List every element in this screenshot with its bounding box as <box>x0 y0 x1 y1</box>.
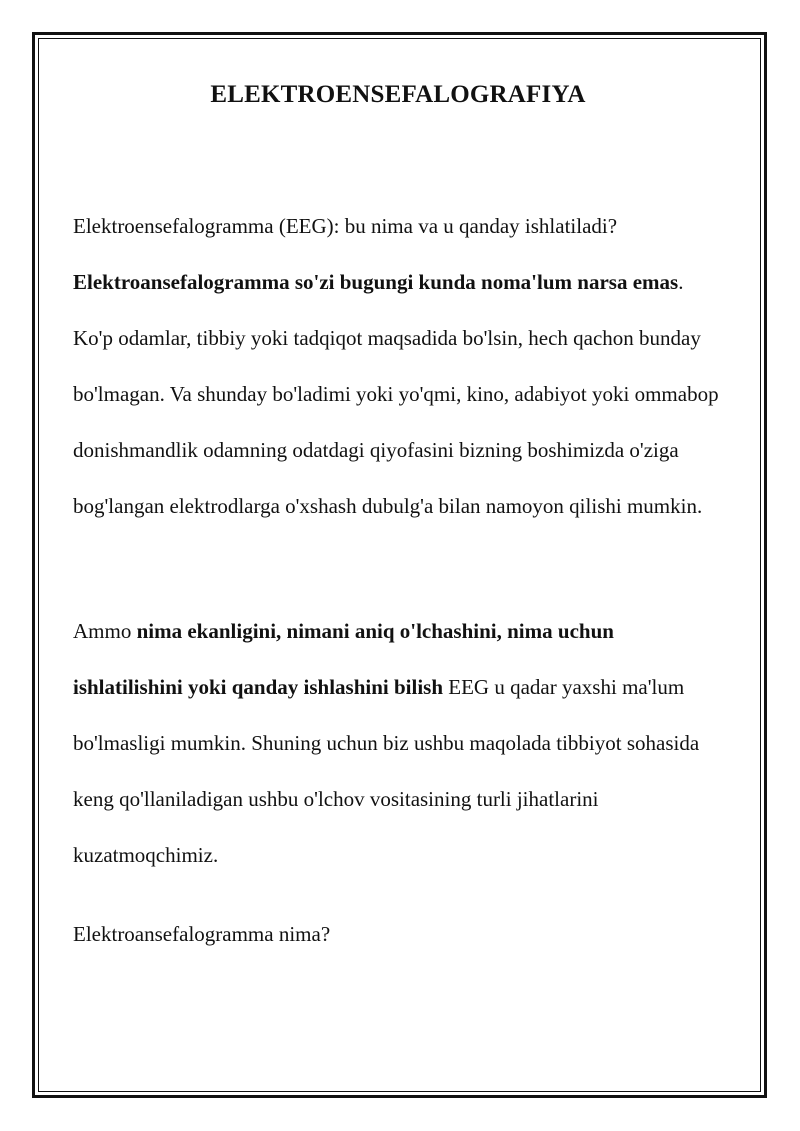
intro-question: Elektroensefalogramma (EEG): bu nima va u qanday ishlatiladi? <box>73 214 618 238</box>
paragraph-intro <box>73 198 723 534</box>
paragraph-purpose <box>73 603 723 883</box>
document-title: ELEKTROENSEFALOGRAFIYA <box>210 81 586 108</box>
purpose-lead: Ammo <box>73 619 137 643</box>
section-question: Elektroansefalogramma nima? <box>73 922 331 946</box>
intro-rest: . Ko'p odamlar, tibbiy yoki tadqiqot maqsadida bo'lsin, hech qachon bunday bo'lmagan. Va shunday bo'ladimi yoki yo'qmi, kino, adabiyot yoki ommabop donishmandlik odamning odatdagi qiyofasini bizning boshimizda o'ziga bog'langan elektrodlarga o'xshash dubulg'a bilan namoyon qilishi mumkin. <box>73 270 719 518</box>
intro-bold-statement: Elektroansefalogramma so'zi bugungi kunda noma'lum narsa emas <box>73 270 679 294</box>
purpose-rest: EEG u qadar yaxshi ma'lum bo'lmasligi mumkin. Shuning uchun biz ushbu maqolada tibbiyot sohasida keng qo'llaniladigan ushbu o'lchov vositasining turli jihatlarini kuzatmoqchimiz. <box>73 675 700 867</box>
purpose-bold: nima ekanligini, nimani aniq o'lchashini, nima uchun ishlatilishini yoki qanday ishlashini bilish <box>73 619 614 699</box>
